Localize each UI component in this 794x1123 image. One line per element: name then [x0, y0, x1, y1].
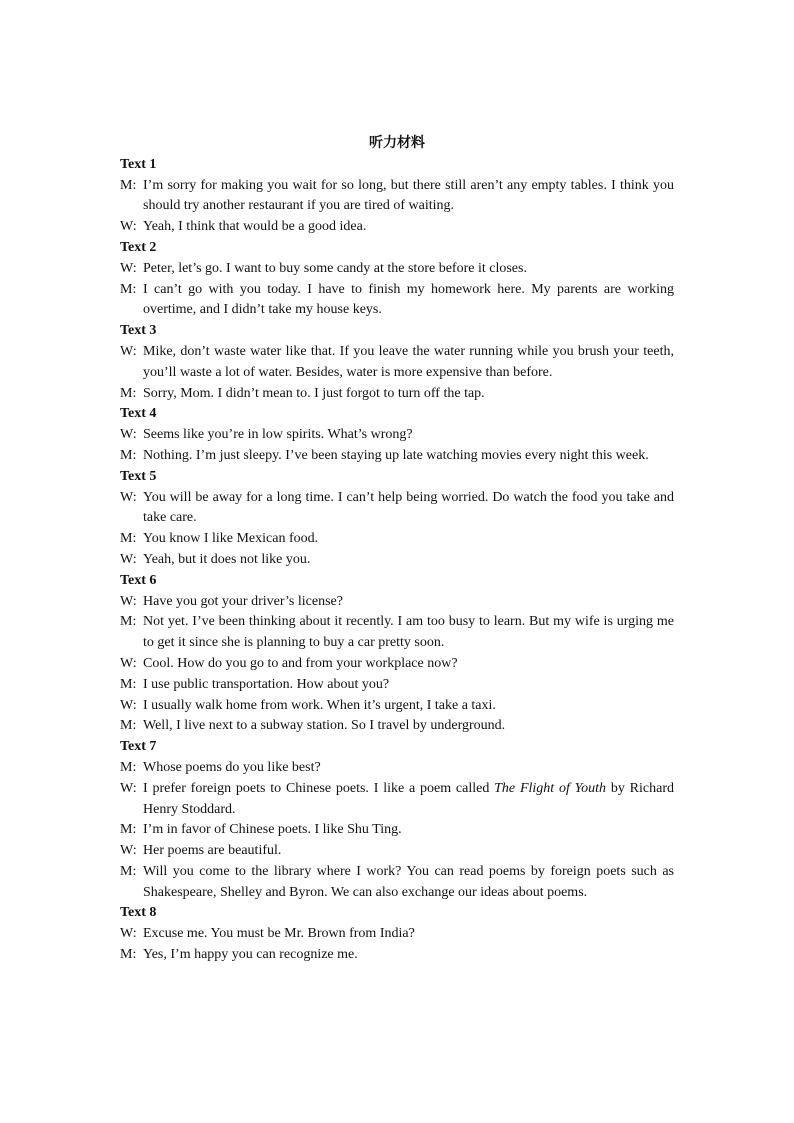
dialogue-line	[120, 384, 674, 405]
speaker-label: M:	[120, 281, 137, 297]
dialogue-text: You know I like Mexican food.	[143, 531, 319, 547]
dialogue-line	[120, 176, 674, 218]
dialogue-line	[120, 550, 674, 571]
dialogue-line	[120, 675, 674, 696]
speaker-label: M:	[120, 863, 137, 879]
speaker-label: M:	[120, 177, 137, 193]
section-heading: Text 1	[120, 156, 157, 172]
dialogue-line	[120, 820, 674, 841]
dialogue-text: Peter, let’s go. I want to buy some candy at the store before it closes.	[143, 260, 527, 276]
speaker-label: M:	[120, 759, 137, 775]
document-page	[120, 133, 674, 966]
dialogue-text: Whose poems do you like best?	[143, 759, 321, 775]
dialogue-line	[120, 217, 674, 238]
dialogue-line	[120, 488, 674, 530]
speaker-label: W:	[120, 926, 137, 942]
dialogue-text: Seems like you’re in low spirits. What’s wrong?	[143, 427, 413, 443]
dialogue-line	[120, 529, 674, 550]
dialogue-line	[120, 280, 674, 322]
section-heading: Text 5	[120, 468, 157, 484]
speaker-label: W:	[120, 593, 137, 609]
dialogue-line	[120, 841, 674, 862]
section-heading: Text 4	[120, 406, 157, 422]
dialogue-text: You will be away for a long time. I can’t help being worried. Do watch the food you take and take care.	[143, 489, 674, 526]
speaker-label: W:	[120, 427, 137, 443]
section-heading: Text 8	[120, 905, 157, 921]
dialogue-text: Yeah, but it does not like you.	[143, 551, 311, 567]
dialogue-line	[120, 592, 674, 613]
dialogue-text: I can’t go with you today. I have to finish my homework here. My parents are working overtime, and I didn’t take my house keys.	[143, 281, 674, 318]
dialogue-text: Yes, I’m happy you can recognize me.	[143, 947, 358, 963]
poem-title: The Flight of Youth	[494, 780, 607, 796]
speaker-label: W:	[120, 551, 137, 567]
dialogue-line	[120, 924, 674, 945]
dialogue-line	[120, 654, 674, 675]
dialogue-text: I use public transportation. How about you?	[143, 676, 390, 692]
dialogue-line	[120, 446, 674, 467]
dialogue-text: Not yet. I’ve been thinking about it recently. I am too busy to learn. But my wife is urging me to get it since she is planning to buy a car pretty soon.	[143, 614, 674, 651]
speaker-label: W:	[120, 780, 137, 796]
dialogue-text: I’m in favor of Chinese poets. I like Shu Ting.	[143, 822, 402, 838]
page-title: 听力材料	[369, 135, 425, 151]
speaker-label: W:	[120, 260, 137, 276]
dialogue-text: Nothing. I’m just sleepy. I’ve been staying up late watching movies every night this week.	[143, 447, 649, 463]
dialogue-text: by Richard Henry Stoddard.	[143, 780, 674, 817]
dialogue-text: Cool. How do you go to and from your workplace now?	[143, 655, 458, 671]
dialogue-line	[120, 945, 674, 966]
speaker-label: W:	[120, 697, 137, 713]
section-heading: Text 7	[120, 739, 157, 755]
dialogue-text: Have you got your driver’s license?	[143, 593, 343, 609]
speaker-label: W:	[120, 655, 137, 671]
speaker-label: M:	[120, 676, 137, 692]
dialogue-line	[120, 259, 674, 280]
dialogue-line	[120, 716, 674, 737]
speaker-label: M:	[120, 531, 137, 547]
speaker-label: M:	[120, 385, 137, 401]
dialogue-line	[120, 342, 674, 384]
section-heading: Text 3	[120, 323, 157, 339]
dialogue-text: I usually walk home from work. When it’s urgent, I take a taxi.	[143, 697, 496, 713]
dialogue-text: Will you come to the library where I work? You can read poems by foreign poets such as Shakespeare, Shelley and Byron. We can also exchange our ideas about poems.	[143, 863, 674, 900]
section-heading: Text 6	[120, 572, 157, 588]
dialogue-line	[120, 425, 674, 446]
dialogue-line	[120, 612, 674, 654]
speaker-label: W:	[120, 843, 137, 859]
speaker-label: M:	[120, 614, 137, 630]
dialogue-line	[120, 758, 674, 779]
dialogue-text: Mike, don’t waste water like that. If you leave the water running while you brush your teeth, you’ll waste a lot of water. Besides, water is more expensive than before.	[143, 343, 674, 380]
speaker-label: M:	[120, 822, 137, 838]
dialogue-text: I’m sorry for making you wait for so long, but there still aren’t any empty tables. I think you should try another restaurant if you are tired of waiting.	[143, 177, 674, 214]
dialogue-text: Sorry, Mom. I didn’t mean to. I just forgot to turn off the tap.	[143, 385, 485, 401]
dialogue-text: I prefer foreign poets to Chinese poets. I like a poem called	[143, 780, 495, 796]
section-heading: Text 2	[120, 239, 157, 255]
dialogue-text: Excuse me. You must be Mr. Brown from India?	[143, 926, 415, 942]
dialogue-text: Yeah, I think that would be a good idea.	[143, 219, 367, 235]
speaker-label: M:	[120, 718, 137, 734]
speaker-label: W:	[120, 343, 137, 359]
dialogue-line	[120, 862, 674, 904]
dialogue-text: Her poems are beautiful.	[143, 843, 282, 859]
dialogue-line	[120, 696, 674, 717]
speaker-label: W:	[120, 489, 137, 505]
speaker-label: M:	[120, 447, 137, 463]
speaker-label: W:	[120, 219, 137, 235]
dialogue-text: Well, I live next to a subway station. So I travel by underground.	[143, 718, 506, 734]
speaker-label: M:	[120, 947, 137, 963]
dialogue-line	[120, 779, 674, 821]
